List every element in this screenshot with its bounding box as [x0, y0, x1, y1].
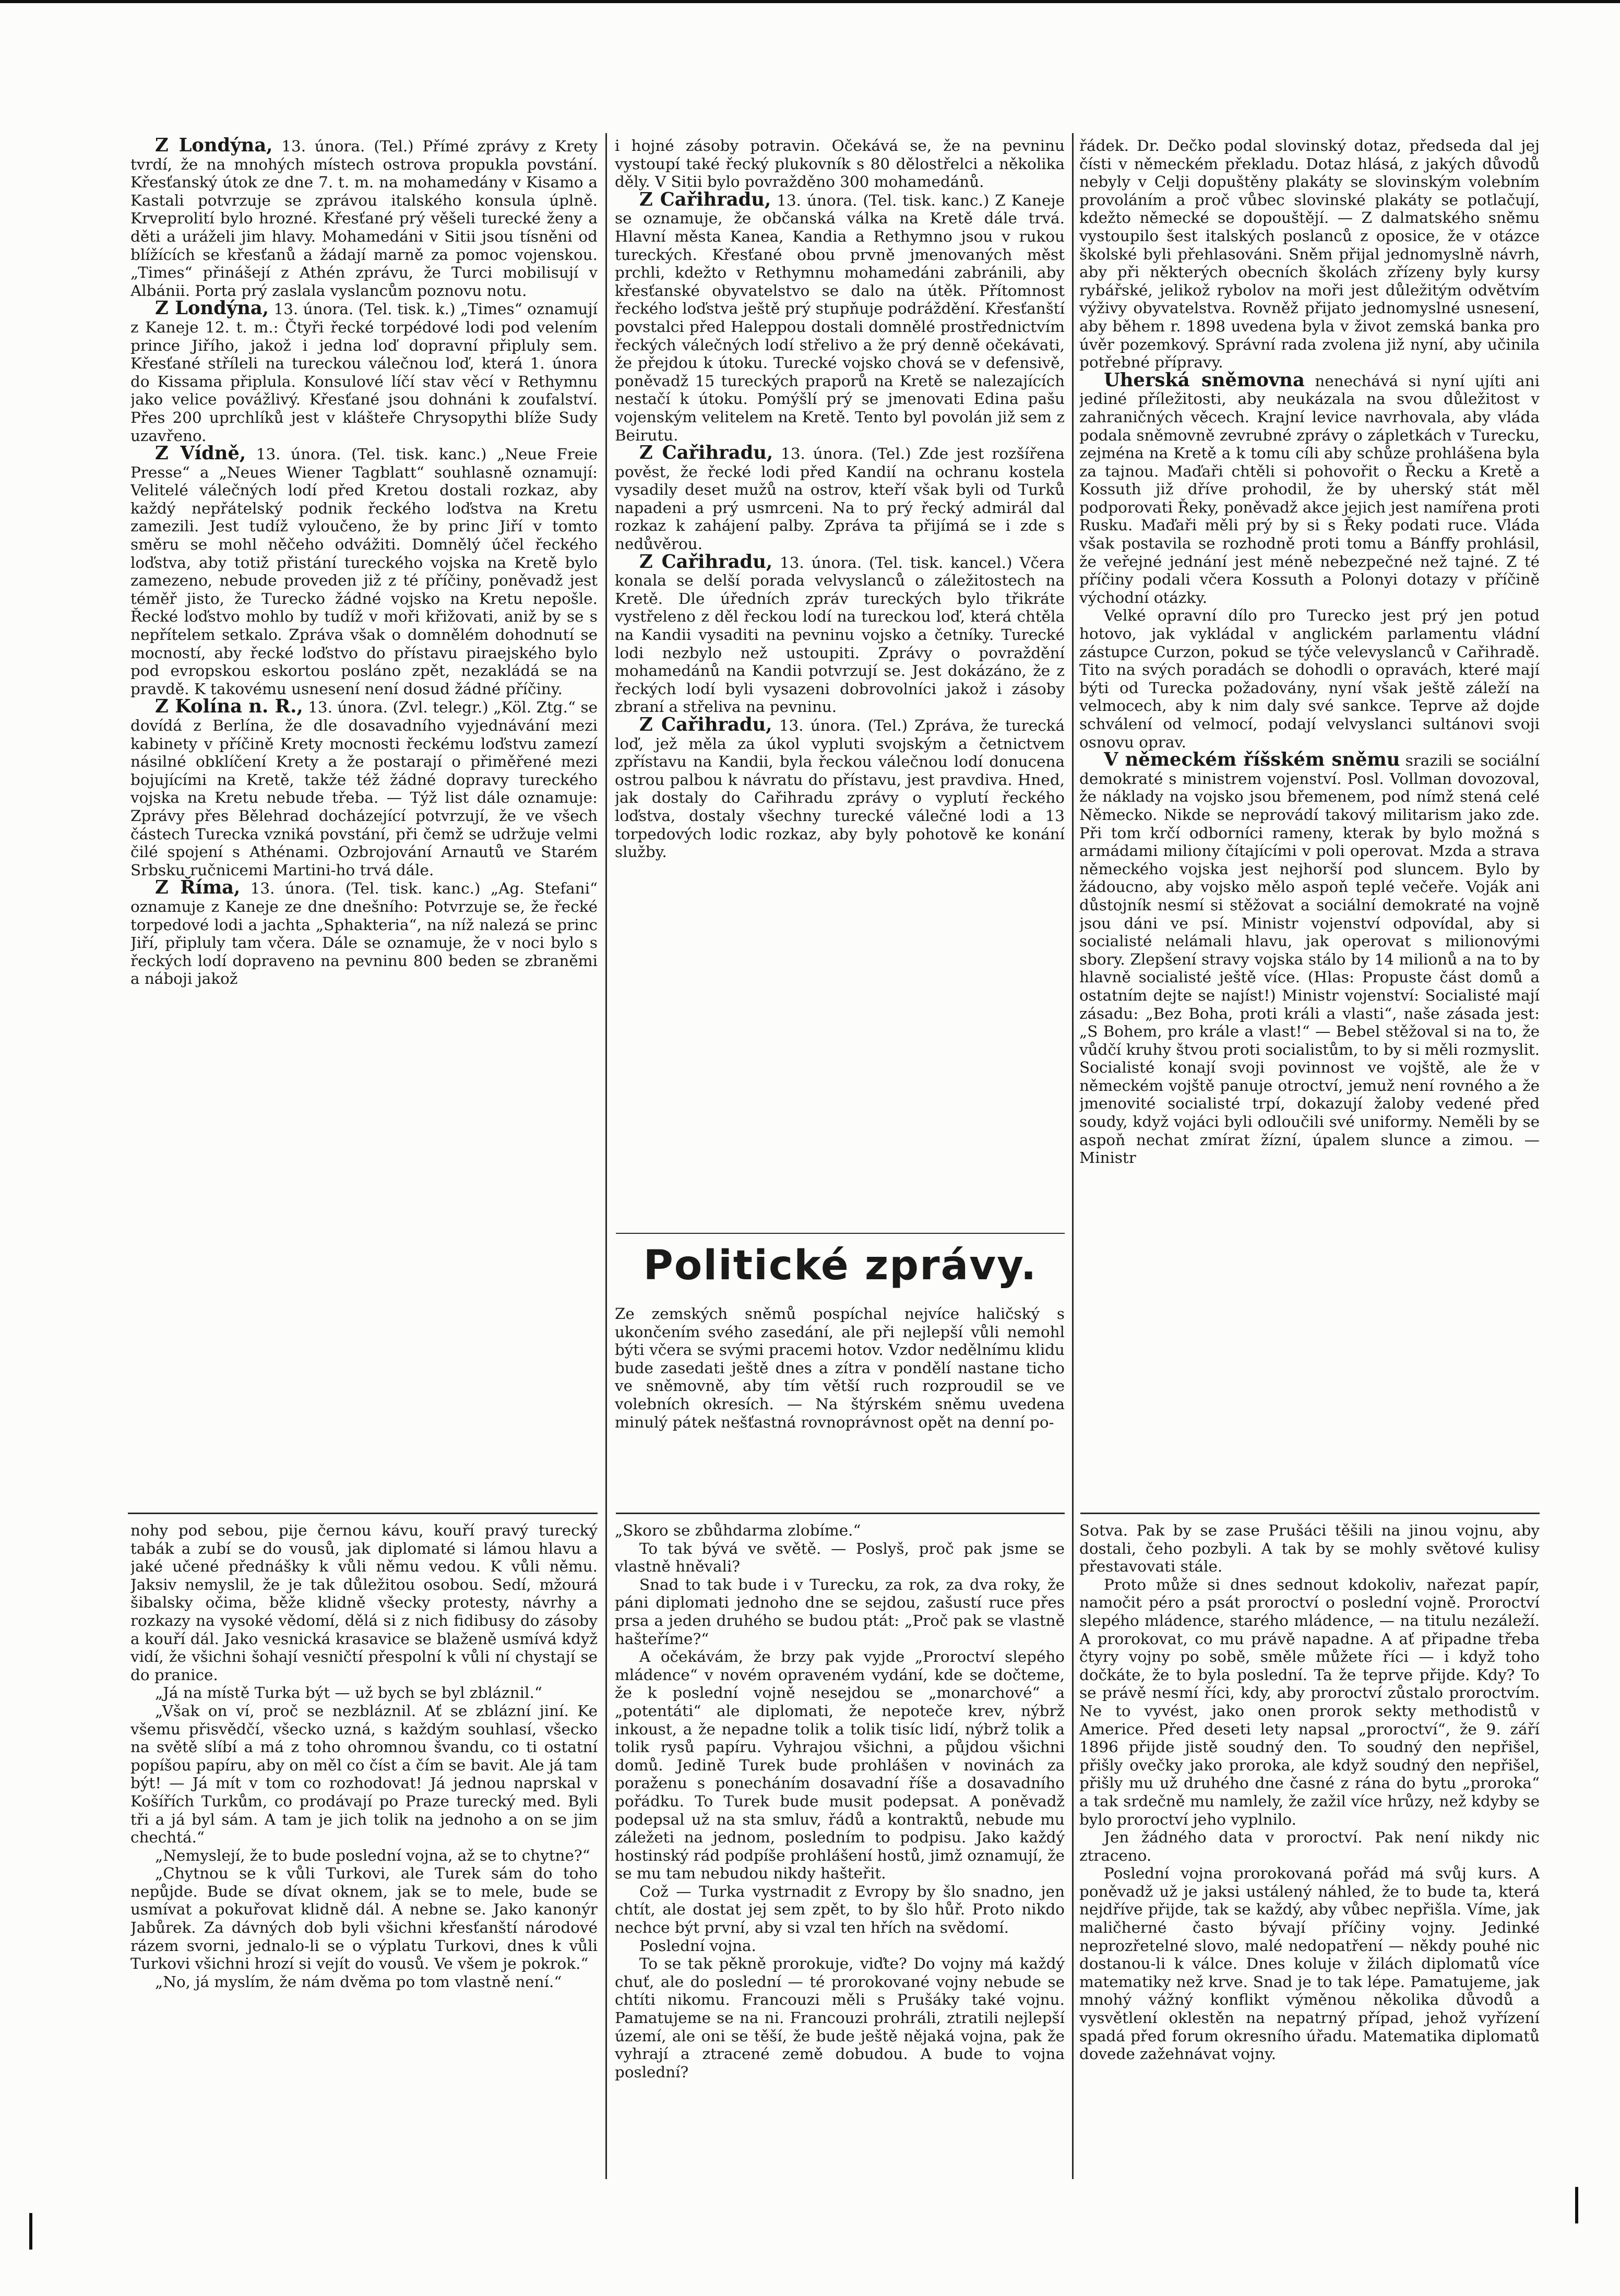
- paragraph-lead: Z Cařihradu,: [639, 551, 773, 573]
- paragraph-text: „Chytnou se k vůli Turkovi, ale Turek sám do toho nepůjde. Bude se dívat oknem, jak se to mele, bude se usmívat a pokuřovat klidně dál. A nebne se. Jako kanonýr Jabůrek. Za dávných dob byli všichni křesťanští národové rázem svorni, jednalo-li se o výplatu Turkovi, dnes k vůli Turkovi všichni hrozí si vejít do vousů. Ve všem je pokrok.“: [130, 1864, 598, 1973]
- article-paragraph: [1079, 1521, 1540, 1576]
- paragraph-text: Což — Turka vystrnadit z Evropy by šlo snadno, jen chtít, ale dostat jej sem zpět, to by šlo hůř. Proto nikdo nechce být první, aby si vzal ten hřích na svědomí.: [615, 1882, 1065, 1937]
- article-paragraph: [130, 1702, 598, 1847]
- column-2-feuilleton: [615, 1521, 1065, 2163]
- paragraph-text: „No, já myslím, že nám dvěma po tom vlastně není.“: [155, 1972, 562, 1991]
- paragraph-text: 13. února. (Tel.) Přímé zprávy z Krety tvrdí, že na mnohých místech ostrova propukla povstání. Křesťanský útok ze dne 7. t. m. na mohamedány v Kisamo a Kastali potvrzuje se zprávou italského konsula úplně. Krveprolití bylo hrozné. Křesťané prý věšeli turecké ženy a děti a uráželi jim hlavy. Mohamedáni v Sitii jsou tísněni od blížících se křesťanů a žádají marně za pomoc vojenskou. „Times“ přinášejí z Athén zprávu, že Turci mobilisují v Albánii. Porta prý zaslala vyslancům poznovu notu.: [130, 137, 598, 300]
- column-rule-left: [605, 133, 607, 2179]
- article-paragraph: [615, 1648, 1065, 1883]
- section-heading-politicke-zpravy: Politické zprávy.: [643, 1242, 1038, 1289]
- paragraph-text: srazili se sociální demokraté s ministrem vojenství. Posl. Vollman dovozoval, že náklady na vojsko jsou břemenem, pod nímž stená celé Německo. Nikde se neprovádí takový militarism jako zde. Při tom krčí odborníci rameny, kterak by bylo možná s armádami miliony čítajícími v poli operovat. Mzda a strava německého vojska jest nejhorší pod sluncem. Bylo by žádoucno, aby vojsko mělo aspoň teplé večeře. Voják ani důstojník nesmí si stěžovat a sociální demokraté na vojně jsou dáni ve psí. Ministr vojenství odpovídal, aby si socialisté nelámali hlavu, jak operovat s milionovými sbory. Zlepšení stravy vojska stálo by 14 milionů a na to by hlavně socialisté ještě více. (Hlas: Propuste část domů a ostatním dejte se najíst!) Ministr vojenství: Socialisté mají zásadu: „Bez Boha, proti králi a vlasti“, naše zásada jest: „S Bohem, pro krále a vlast!“ — Bebel stěžoval si na to, že vůdčí kruhy štvou proti socialistům, to by si měli rozmyslit. Socialisté konají svoji povinnost ve vojště, ale že v německém vojště panuje otroctví, jemuž není rovného a že jmenovité socialisté trpí, dokazují žaloby vedené před soudy, když vojáci byli odloučili své uniformy. Neměli by se aspoň nechat zmírat žízní, úpalem slunce a zimou. — Ministr: [1079, 752, 1540, 1167]
- paragraph-text: 13. února. (Tel. tisk. kanc.) „Ag. Stefani“ oznamuje z Kaneje ze dne dnešního: Potvrzuje se, že řecké torpedové lodi a jachta „Sphakteria“, na níž nalezá se princ Jiří, připluly tam včera. Dále se oznamuje, že v noci bylo s řeckých lodí dopraveno na pevninu 800 beden se zbraněmi a náboji jakož: [130, 879, 598, 988]
- article-paragraph: [130, 1847, 598, 1865]
- paragraph-lead: Z Cařihradu,: [639, 188, 771, 210]
- article-paragraph: [615, 1883, 1065, 1937]
- article-paragraph: [130, 300, 598, 445]
- paragraph-lead: Z Vídně,: [155, 443, 246, 465]
- article-paragraph: [1079, 606, 1540, 751]
- column-2-news: [615, 137, 1065, 1231]
- paragraph-text: To tak bývá ve světě. — Poslyš, proč pak jsme se vlastně hněvali?: [615, 1539, 1065, 1576]
- paragraph-text: řádek. Dr. Dečko podal slovinský dotaz, předseda dal jej čísti v německém překladu. Dotaz hlásá, z jakých důvodů nebyly v Celji dopuštěny plakáty se slovinským volebním provoláním a proč vůbec slovinské plakáty se potlačují, kdežto německé se dopouštějí. — Z dalmatského sněmu vystoupilo šest italských poslanců z oposice, že v otázce školské byli přehlasováni. Sněm přijal jednomyslně návrh, aby při některých obecních školách zřízeny byly kursy rybářské, jelikož rybolov na moři jest důležitým odvětvím výživy obyvatelstva. Rovněž přijato jednomyslné usnesení, aby během r. 1898 uvedena byla v život zemská banka pro úvěr pozemkový. Správní rada zvolena již nyní, aby učinila potřebné přípravy.: [1079, 137, 1540, 372]
- paragraph-text: Ze zemských sněmů pospíchal nejvíce haličský s ukončením svého zasedání, ale při nejlepší vůli nemohl býti včera se svými pracemi hotov. Vzdor nedělnímu klidu bude zasedati ještě dnes a zítra v pondělí nastane ticho ve sněmovně, aby tím větší ruch rozproudil se ve volebních okresích. — Na štýrském sněmu uvedena minulý pátek nešťastná rovnoprávnost opět na denní po-: [615, 1305, 1065, 1431]
- paragraph-text: 13. února. (Tel.) Zpráva, že turecká loď, jež měla za úkol vypluti svojským a četnictvem zpřístavu na Kandii, byla řeckou válečnou lodí donucena ostrou palbou k návratu do přístavu, jest pravdiva. Hned, jak dostaly do Cařihradu zprávy o vyplutí řeckého loďstva, dostaly všechny turecké válečné lodi a 13 torpedových lodic rozkaz, aby byly pohotově ke konání služby.: [615, 717, 1065, 861]
- article-paragraph: [130, 1973, 598, 1991]
- article-paragraph: [615, 444, 1065, 553]
- paragraph-lead: Z Cařihradu,: [639, 714, 772, 735]
- article-paragraph: [130, 1684, 598, 1702]
- paragraph-lead: Z Londýna,: [155, 137, 273, 156]
- paragraph-text: 13. února. (Tel. tisk. kanc.) „Neue Freie Presse“ a „Neues Wiener Tagblatt“ souhlasně oznamují: Velitelé válečných lodí před Kretou dostali rozkaz, aby každý nepřátelský podnik řeckého loďstva na Kretu zamezili. Jest tudíž vyloučeno, že by princ Jiří v tomto směru se mohl něčeho odvážiti. Domnělý účel řeckého loďstva, aby totiž přistání tureckého vojska na Kretě bylo zamezeno, nebude proveden již z té příčiny, poněvadž jest téměř jisto, že Turecko žádné vojsko na Kretu nepošle. Řecké loďstvo mohlo by tudíž v moři křižovati, aniž by se s nepřítelem setkalo. Zpráva však o domnělém dohodnutí se mocností, aby řecké loďstvo do přístavu piraejského bylo pod evropskou eskortou posláno zpět, nezakládá se na pravdě. K takovému usnesení není dosud žádné příčiny.: [130, 445, 598, 698]
- paragraph-text: Proto může si dnes sednout kdokoliv, nařezat papír, namočit péro a psát proroctví o poslední vojně. Proroctví slepého mládence, starého mládence, — na titulu nezáleží. A prorokovat, co mu právě napadne. A ať připadne třeba čtyry vojny po sobě, směle můžete říci — i když toho dočkáte, že to byla poslední. Ta že teprve přijde. Kdy? To se právě nesmí říci, kdy, aby proroctví zůstalo proroctvím. Ne to vyvést, jako onen prorok sekty methodistů v Americe. Před deseti lety napsal „proroctví“, že 9. září 1896 přijde jistě soudný den. To soudný den nepřišel, přišly ovečky jako proroka, ale když soudný den nepřišel, přišly mu už druhého dne časné z rána do bytu „proroka“ a tak srdečně mu namlely, že zažil více hrůzy, než kdyby se bylo proroctví jeho vyplnilo.: [1079, 1575, 1540, 1828]
- paragraph-text: nohy pod sebou, pije černou kávu, kouří pravý turecký tabák a zubí se do vousů, jak diplomaté si lámou hlavu a jaké učené přednášky k vůli němu vedou. K vůli němu. Jaksiv nemyslil, že je tak důležitou osobou. Sedí, mžourá šibalsky očima, běže klidně všecky protesty, návrhy a rozkazy na vysoké vědomí, dělá si z nich fidibusy do zásoby a kouří dál. Jako vesnická krasavice se blaženě usmívá když vidí, že všichni šohají vesničtí přespolní k vůli ní chystají se do pranice.: [130, 1521, 598, 1684]
- paragraph-text: i hojné zásoby potravin. Očekává se, že na pevninu vystoupí také řecký plukovník s 80 dělostřelci a několika děly. V Sitii bylo povražděno 300 mohamedánů.: [615, 137, 1065, 191]
- paragraph-text: „Skoro se zbůhdarma zlobíme.“: [615, 1521, 861, 1539]
- paragraph-text: „Však on ví, proč se nezbláznil. Ať se zblázní jiní. Ke všemu přisvědčí, všecko uzná, s každým souhlasí, všecko na světě slíbí a má z toho ohromnou švandu, co ti ostatní popíšou papíru, aby on měl co číst a čím se bavit. Ale já tam být! — Já mít v tom co rozhodovat! Já jednou naprskal v Košířích Turkům, co prodávají po Praze turecký med. Byli tři a já byl sám. A tam je jich tolik na jednoho a on se jim chechtá.“: [130, 1702, 598, 1847]
- paragraph-text: Sotva. Pak by se zase Prušáci těšili na jinou vojnu, aby dostali, čeho pozbyli. A tak by se mohly světové kulisy přestavovati stále.: [1079, 1521, 1540, 1576]
- paragraph-lead: Z Kolína n. R.,: [155, 696, 303, 718]
- paragraph-lead: V německém říšském sněmu: [1104, 749, 1400, 771]
- paragraph-text: 13. února. (Zvl. telegr.) „Köl. Ztg.“ se dovídá z Berlína, že dle dosavadního vyjednávání mezi kabinety v příčině Krety mocnosti řeckému loďstvu zamezí násilné obklíčení Krety a že postarají o přiměřené mezi bojujícími na Kretě, takže též žádné dopravy tureckého vojska na Kretu nebude třeba. — Týž list dále oznamuje: Zprávy přes Bělehrad docházející potvrzují, že ve všech částech Turecka vzniká povstání, při čemž se udržuje velmi čilé spojení s Athénami. Ozbrojování Arnautů ve Starém Srbsku ručnicemi Martini-ho trvá dále.: [130, 698, 598, 879]
- feuilleton-rule-col3: [1080, 1513, 1540, 1514]
- paragraph-text: 13. února. (Tel. tisk. kancel.) Včera konala se delší porada velvyslanců o záležitostech na Kretě. Dle úředních zpráv tureckých bylo třikráte vystřeleno z děl řeckou lodí na tureckou loď, která chtěla na Kandii vysaditi na pevninu vojsko a četníky. Turecké lodi nezbylo než ustoupiti. Zprávy o povraždění mohamedánů na Kandii potvrzují se. Jest dokázáno, že z řeckých lodí byli vysazeni dobrovolníci jakož i zásoby zbraní a střeliva na pevninu.: [615, 553, 1065, 716]
- paragraph-text: „Nemyslejí, že to bude poslední vojna, až se to chytne?“: [155, 1846, 590, 1864]
- paragraph-text: „Já na místě Turka být — už bych se byl zbláznil.“: [155, 1684, 542, 1702]
- paragraph-text: Poslední vojna.: [639, 1936, 756, 1955]
- column-3-political: [1079, 137, 1540, 1505]
- paragraph-text: Jen žádného data v proroctví. Pak není nikdy nic ztraceno.: [1079, 1828, 1540, 1864]
- paragraph-text: Snad to tak bude i v Turecku, za rok, za dva roky, že páni diplomati jednoho dne se sejdou, zašustí ruce přes prsa a jeden druhého se budou ptát: „Proč pak se vlastně hašteříme?“: [615, 1575, 1065, 1648]
- feuilleton-rule-col2: [616, 1513, 1065, 1514]
- article-paragraph: [615, 553, 1065, 716]
- article-paragraph: [130, 445, 598, 698]
- top-edge-rule: [0, 0, 1620, 3]
- paragraph-text: 13. února. (Tel.) Zde jest rozšířena pověst, že řecké lodi před Kandií na ochranu kostela vysadily deset mužů na ostrov, kteří však byli od Turků napadeni a prý usmrceni. Na to prý řecký admirál dal rozkaz k zahájení palby. Zpráva ta přijímá se i zde s nedůvěrou.: [615, 445, 1065, 553]
- article-paragraph: [615, 1955, 1065, 2081]
- paragraph-text: Poslední vojna prorokovaná pořád má svůj kurs. A poněvadž už je jaksi ustálený náhled, že to bude ta, která nejdříve přijde, tak se každý, aby vůbec nepřišla. Víme, jak maličherné často bývají příčiny vojny. Jedinké neprozřetelné slovo, malé nedopatření — někdy pouhé nic dostanou-li k válce. Dnes koluje v žilách diplomatů více matematiky než krve. Snad je to tak lépe. Pamatujeme, jak mnohý vážný konflikt výměnou několika důvodů a vysvětlení oklestěn na nepatrný případ, jehož vyřízení spadá před forum okresního úřadu. Matematika diplomatů dovede zažehnávat vojny.: [1079, 1864, 1540, 2063]
- article-paragraph: [130, 1864, 598, 1973]
- column-2-political: [615, 1305, 1065, 1506]
- article-paragraph: [130, 698, 598, 879]
- article-paragraph: [615, 1305, 1065, 1431]
- paragraph-lead: Uherská sněmovna: [1104, 369, 1305, 391]
- article-paragraph: [615, 188, 1065, 444]
- article-paragraph: [615, 1937, 1065, 1955]
- paragraph-lead: Z Londýna,: [155, 298, 269, 319]
- paragraph-text: nenechává si nyní ujíti ani jediné příležitosti, aby neukázala na svou důležitost v zahraničných věcech. Krajní levice navrhovala, aby vláda podala sněmovně zevrubné zprávy o zápletkách v Turecku, zejména na Kretě a k tomu cíli aby schůze prohlášena byla za tajnou. Maďaři chtěli si pohovořit o Řecku a Kretě a Kossuth již dříve prohodil, že by uherský stát měl podporovati Řeky, poněvadž akce jejich jest namířena proti Rusku. Maďaři měli prý by si s Řeky podati ruce. Vláda však postavila se rozhodně proti tomu a Bánffy prohlásil, že veřejné jednání jest méně nebezpečné než tajné. Z té příčiny podali včera Kossuth a Polonyi dotazy v příčině východní otázky.: [1079, 372, 1540, 606]
- heading-rule-above: [616, 1233, 1065, 1234]
- article-paragraph: [130, 1521, 598, 1684]
- paragraph-lead: Z Cařihradu,: [639, 442, 773, 464]
- edge-mark-left: [29, 2213, 32, 2250]
- article-paragraph: [615, 1521, 1065, 1540]
- article-paragraph: [1079, 751, 1540, 1167]
- paragraph-text: A očekávám, že brzy pak vyjde „Proroctví slepého mládence“ v novém opraveném vydání, kde se dočteme, že k poslední vojně nesejdou se „monarchové“ a „potentáti“ ale diplomati, že nepoteče krev, nýbrž inkoust, a že nepadne tolik a tolik tisíc lidí, nýbrž tolik a tolik rysů papíru. Vyhrajou všichni, a půjdou všichni domů. Jedině Turek bude prohlášen v novinách za poraženu s ponecháním dosavadní říše a dosavadního pořádku. To Turek bude musit podepsat. A poněvadž podepsal už na sta smluv, řádů a kontraktů, nebude mu záležeti na jednom, posledním to podpisu. Jako každý hostinský rád podpíše prohlášení hostů, jimž oznamují, že se mu tam nebudou nikdy hašteřit.: [615, 1648, 1065, 1883]
- column-rule-right: [1072, 133, 1074, 2179]
- article-paragraph: [130, 137, 598, 300]
- paragraph-text: Velké opravní dílo pro Turecko jest prý jen potud hotovo, jak vykládal v anglickém parlamentu vládní zástupce Curzon, pokud se týče velevyslanců v Cařihradě. Tito na svých poradách se dohodli o opravách, které mají býti od Turecka požadovány, nyní však ještě záleží na velmocech, aby k nim daly své sankce. Teprve až dojde schválení od velmocí, podají velvyslanci sultánovi svoji osnovu oprav.: [1079, 606, 1540, 751]
- article-paragraph: [1079, 1864, 1540, 2063]
- paragraph-lead: Z Říma,: [155, 877, 241, 899]
- article-paragraph: [615, 1576, 1065, 1648]
- column-3-feuilleton: [1079, 1521, 1540, 2163]
- column-1-news: [130, 137, 598, 1505]
- paragraph-text: To se tak pěkně prorokuje, viďte? Do vojny má každý chuť, ale do poslední — té prorokované vojny nebude se chtíti nikomu. Francouzi měli s Prušáky také vojnu. Pamatujeme se na ni. Francouzi prohráli, ztratili nejlepší území, ale oni se těší, že bude ještě nějaká vojna, pak že vyhrají a ztracené země dobudou. A bude to vojna poslední?: [615, 1955, 1065, 2081]
- article-paragraph: [1079, 137, 1540, 372]
- feuilleton-rule-col1: [128, 1513, 598, 1514]
- article-paragraph: [130, 879, 598, 988]
- article-paragraph: [1079, 1576, 1540, 1828]
- paragraph-text: 13. února. (Tel. tisk. k.) „Times“ oznamují z Kaneje 12. t. m.: Čtyři řecké torpédové lodi pod velením prince Jiřího, jakož i jedna loď dopravní připluly sem. Křesťané stříleli na tureckou válečnou loď, která 1. února do Kissama připlula. Konsulové líčí stav věcí v Rethymnu jako velice povážlivý. Křesťané jsou dohnáni k zoufalství. Přes 200 uprchlíků jest v klášteře Chrysopythi blíže Sudy uzavřeno.: [130, 300, 598, 445]
- article-paragraph: [615, 1540, 1065, 1576]
- column-1-feuilleton: [130, 1521, 598, 2163]
- article-paragraph: [615, 716, 1065, 861]
- article-paragraph: [1079, 1828, 1540, 1864]
- article-paragraph: [1079, 369, 1540, 607]
- edge-mark-right: [1575, 2187, 1578, 2223]
- article-paragraph: [615, 137, 1065, 191]
- paragraph-text: 13. února. (Tel. tisk. kanc.) Z Kaneje se oznamuje, že občanská válka na Kretě dále trvá. Hlavní města Kanea, Kandia a Rethymno jsou v rukou tureckých. Křesťané obou prvně jmenovaných měst prchli, kdežto v Rethymnu mohamedáni zabránili, aby křesťanské obyvatelstvo se dalo na útěk. Přítomnost řeckého loďstva ještě prý stupňuje podráždění. Křesťanští povstalci před Haleppou dostali domnělé prostřednictvím řeckých válečných lodí střelivo a že prý denně očekávati, že přejdou k útoku. Turecké vojsko chová se v defensivě, poněvadž 15 tureckých praporů na Kretě se nalezajících nestačí k útoku. Pomýšlí prý se jmenovati Edina pašu vojenským velitelem na Kretě. Tento byl povolán již sem z Beirutu.: [615, 191, 1065, 444]
